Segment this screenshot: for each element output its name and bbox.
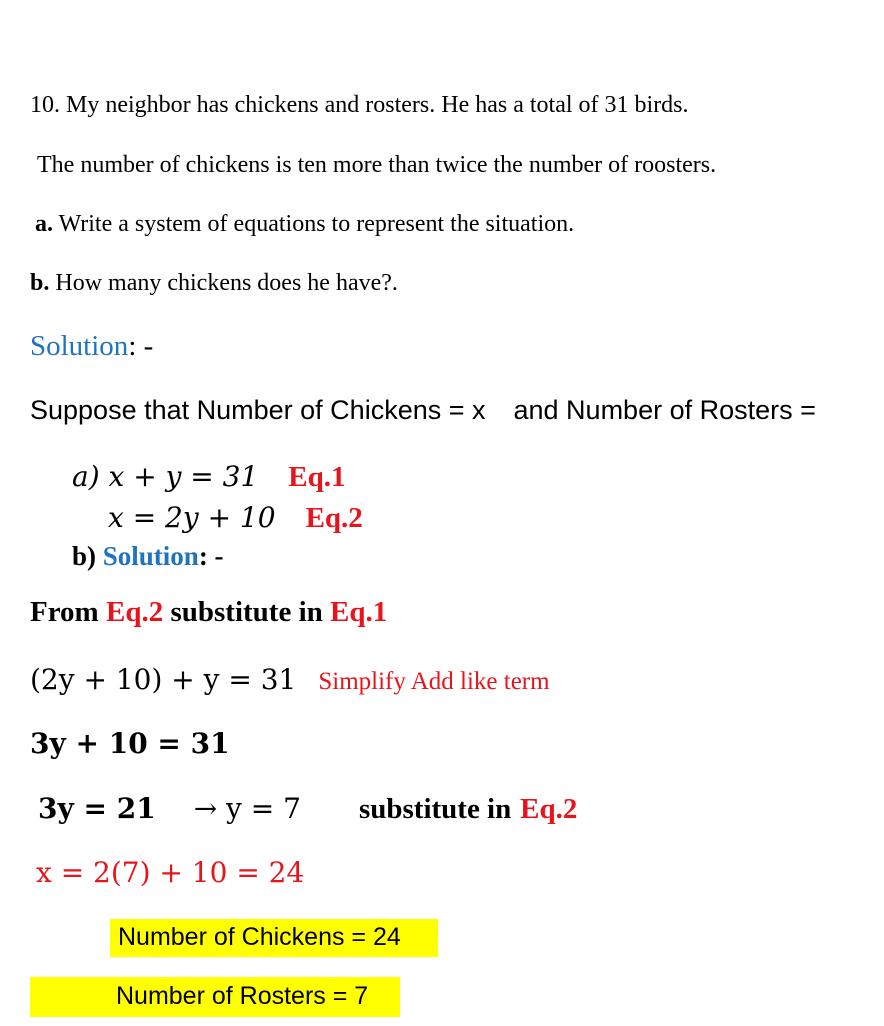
from-word: From xyxy=(30,596,99,628)
question-line-2: The number of chickens is ten more than twice the number of roosters. xyxy=(37,152,717,178)
equation-2-expr: x = 2y + 10 xyxy=(108,501,276,534)
question-part-a xyxy=(35,211,574,238)
solution-word: Solution xyxy=(30,330,129,362)
part-b-heading-label: b) xyxy=(72,541,97,571)
step-2: 3y + 10 = 31 xyxy=(30,727,230,760)
solution-suffix: : - xyxy=(128,330,154,362)
step-1 xyxy=(30,663,550,696)
suppose-part-1: Suppose that Number of Chickens = x xyxy=(30,395,486,425)
equation-1-expr: x + y = 31 xyxy=(108,460,259,493)
equation-2 xyxy=(108,501,363,535)
step-3-arrow: → y = 7 xyxy=(193,792,301,825)
answer-rosters: Number of Rosters = 7 xyxy=(30,977,400,1017)
part-b-solution-heading xyxy=(72,541,224,572)
solution-heading xyxy=(30,330,153,363)
equation-1-label: Eq.1 xyxy=(288,461,346,493)
equation-2-label: Eq.2 xyxy=(305,502,363,534)
answer-chickens: Number of Chickens = 24 xyxy=(110,919,438,957)
suppose-line xyxy=(30,395,816,426)
step-3-text: substitute in xyxy=(358,793,512,825)
part-b-solution-suffix: : - xyxy=(198,541,224,571)
part-b-label: b. xyxy=(30,270,50,296)
step-3-expr: 3y = 21 xyxy=(38,792,156,825)
part-a-prefix: a) xyxy=(72,460,100,493)
from-middle: substitute in xyxy=(170,596,323,628)
step-1-note: Simplify Add like term xyxy=(318,668,550,695)
question-part-b xyxy=(30,270,398,297)
step-4: x = 2(7) + 10 = 24 xyxy=(36,856,305,889)
question-line-1: 10. My neighbor has chickens and rosters. He has a total of 31 birds. xyxy=(30,92,689,118)
step-1-expr: (2y + 10) + y = 31 xyxy=(30,663,297,696)
part-a-text: Write a system of equations to represent the situation. xyxy=(53,211,575,237)
equation-1 xyxy=(72,460,346,494)
part-a-label: a. xyxy=(35,211,53,237)
part-b-text: How many chickens does he have?. xyxy=(49,270,398,296)
from-line xyxy=(30,596,387,629)
step-3 xyxy=(38,792,577,826)
from-eq1: Eq.1 xyxy=(330,596,388,628)
suppose-part-2: and Number of Rosters = xyxy=(513,395,816,425)
from-eq2: Eq.2 xyxy=(105,596,164,628)
part-b-solution-word: Solution xyxy=(102,541,199,571)
step-3-eq: Eq.2 xyxy=(520,793,578,825)
